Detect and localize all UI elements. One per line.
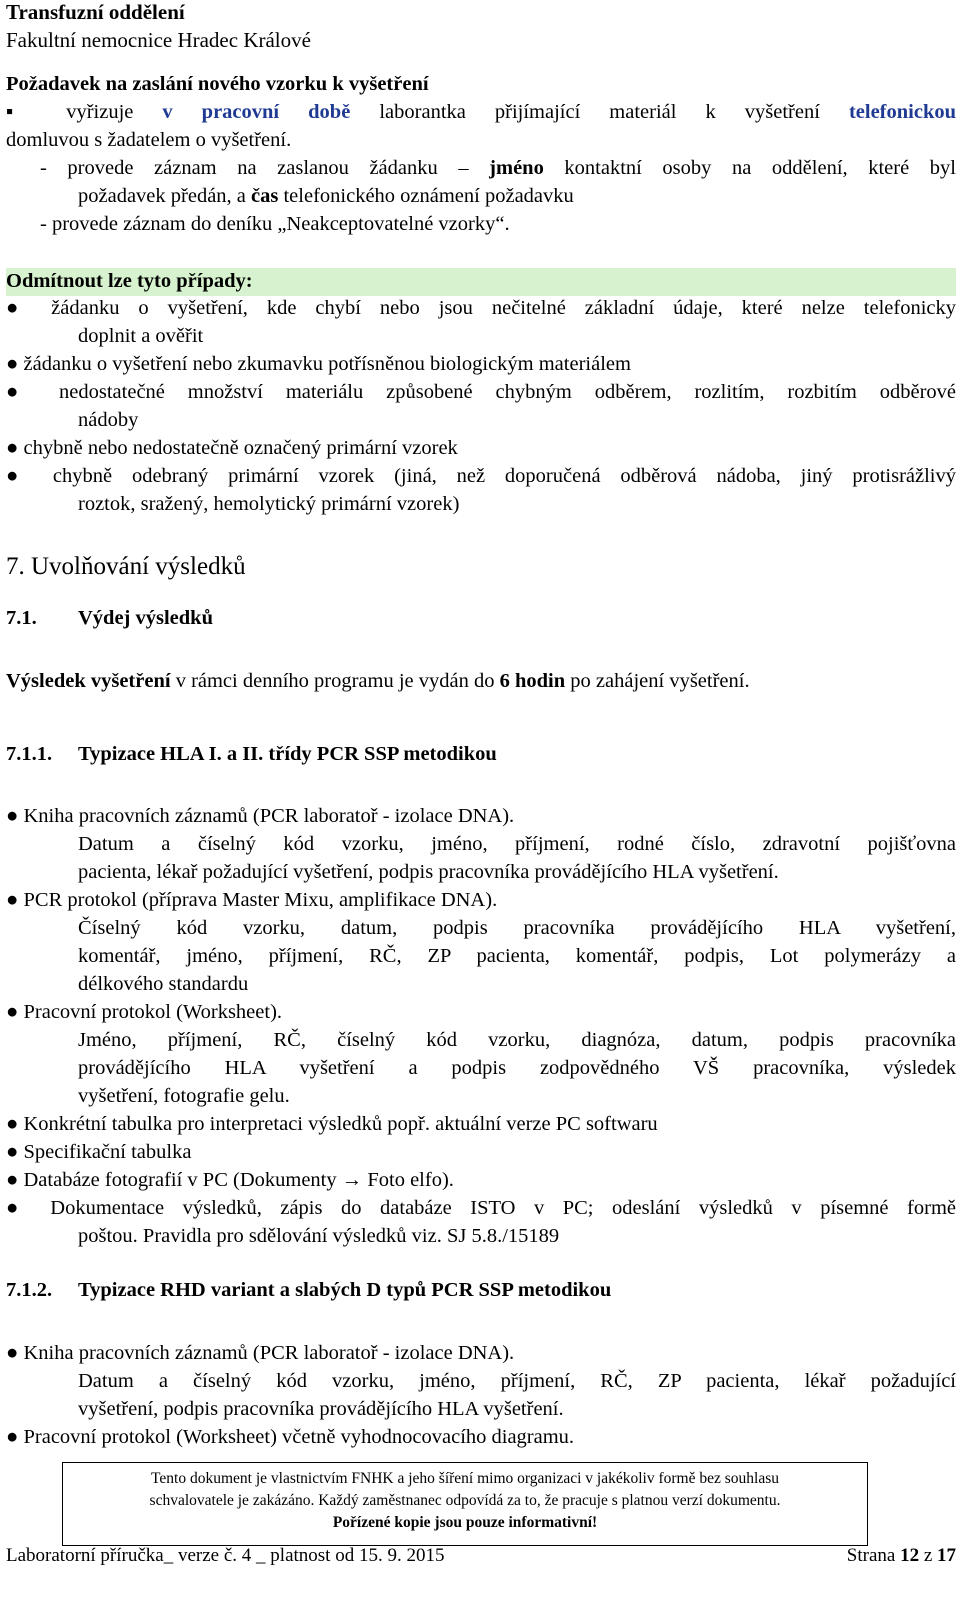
hla-item-7: ● Dokumentace výsledků, zápis do databáze ISTO v PC; odeslání výsledků v písemné formě [6,1197,956,1219]
ownership-notice-line-3: Pořízené kopie jsou pouze informativní! [332,1514,598,1531]
telephone-highlight: telefonickou [848,101,956,123]
result-text-end: po zahájení vyšetření. [565,670,750,692]
request-bullet-continuation: domluvou s žadatelem o vyšetření. [6,129,292,151]
ownership-notice-line-2: schvalovatele je zakázáno. Každý zaměstnanec odpovídá za to, že pracuje s platnou verzí dokumentu. [149,1492,781,1509]
hla-item-2-desc-3: délkového standardu [78,973,249,995]
hla-item-3-desc-2: provádějícího HLA vyšetření a podpis zodpovědného VŠ pracovníka, výsledek [78,1057,956,1079]
hla-item-3: ● Pracovní protokol (Worksheet). [6,1001,283,1023]
page-number [847,1545,956,1567]
request-dash-1-continuation [78,185,574,208]
ownership-notice-line-1: Tento dokument je vlastnictvím FNHK a jeho šíření mimo organizaci v jakékoliv formě bez souhlasu [151,1470,779,1487]
ownership-notice-box [62,1462,868,1546]
rhd-item-1: ● Kniha pracovních záznamů (PCR laboratoř - izolace DNA). [6,1342,515,1364]
hla-item-1-desc-2: pacienta, lékař požadující vyšetření, podpis pracovníka provádějícího HLA vyšetření. [78,861,779,883]
section-title: Typizace RHD variant a slabých D typů PCR SSP metodikou [78,1279,612,1301]
hospital-name: Fakultní nemocnice Hradec Králové [6,28,311,52]
request-bullet [6,101,956,124]
hla-item-4: ● Konkrétní tabulka pro interpretaci výsledků popř. aktuální verze PC softwaru [6,1113,658,1135]
page-label: Strana [846,1545,901,1566]
request-bullet-text-mid: laborantka přijímající materiál k vyšetření [379,101,820,123]
reject-item-1-cont: doplnit a ověřit [78,325,204,347]
document-version: Laboratorní příručka_ verze č. 4 _ platnost od 15. 9. 2015 [6,1545,445,1566]
hla-item-3-desc-1: Jméno, příjmení, RČ, číselný kód vzorku, diagnóza, datum, podpis pracovníka [78,1029,956,1051]
dash-1b-text-end: telefonického oznámení požadavku [278,185,574,207]
dash-1-text: - provede záznam na zaslanou žádanku – [40,157,490,179]
dash-1b-text: požadavek předán, a [78,185,252,207]
reject-section-title: Odmítnout lze tyto případy: [6,270,253,292]
reject-item-2: ● žádanku o vyšetření nebo zkumavku potřísněnou biologickým materiálem [6,353,631,375]
result-text: v rámci denního programu je vydán do [170,670,500,692]
section-7-1-2-heading [6,1279,611,1302]
hla-item-7-desc: poštou. Pravidla pro sdělování výsledků viz. SJ 5.8./15189 [78,1225,560,1247]
working-hours-highlight: v pracovní době [162,101,351,123]
reject-item-5-cont: roztok, sražený, hemolytický primární vzorek) [78,493,460,515]
total-pages: 17 [937,1545,956,1566]
section-title: Výdej výsledků [78,607,213,629]
section-7-heading: 7. Uvolňování výsledků [6,553,246,580]
reject-item-4: ● chybně nebo nedostatečně označený primární vzorek [6,437,458,459]
section-number: 7.1.2. [6,1279,53,1301]
section-number: 7.1. [6,607,37,629]
request-dash-2: - provede záznam do deníku „Neakceptovatelné vzorky“. [40,213,510,235]
page-footer [6,1545,956,1567]
dash-1-text-end: kontaktní osoby na oddělení, které byl [543,157,956,179]
hla-item-2: ● PCR protokol (příprava Master Mixu, amplifikace DNA). [6,889,498,911]
section-number: 7.1.1. [6,743,53,765]
hla-item-1-desc-1: Datum a číselný kód vzorku, jméno, příjmení, rodné číslo, zdravotní pojišťovna [78,833,956,855]
rhd-item-1-desc-2: vyšetření, podpis pracovníka provádějícího HLA vyšetření. [78,1398,564,1420]
hla-item-5: ● Specifikační tabulka [6,1141,192,1163]
rhd-item-2: ● Pracovní protokol (Worksheet) včetně vyhodnocovacího diagramu. [6,1426,575,1448]
reject-item-3: ● nedostatečné množství materiálu způsobené chybným odběrem, rozlitím, rozbitím odběrové [6,381,956,403]
reject-item-1: ● žádanku o vyšetření, kde chybí nebo jsou nečitelné základní údaje, které nelze telefonicky [6,297,956,319]
request-section-title: Požadavek na zaslání nového vzorku k vyšetření [6,73,429,95]
dash-1-bold-name: jméno [489,157,544,179]
hla-item-1: ● Kniha pracovních záznamů (PCR laboratoř - izolace DNA). [6,805,515,827]
dash-1b-bold-time: čas [251,185,279,207]
section-7-1-heading [6,607,213,630]
page-separator: z [919,1545,937,1566]
hla-item-2-desc-1: Číselný kód vzorku, datum, podpis pracovníka provádějícího HLA vyšetření, [78,917,956,939]
section-title: Typizace HLA I. a II. třídy PCR SSP metodikou [78,743,497,765]
result-bold-hours: 6 hodin [499,670,566,692]
rhd-item-1-desc-1: Datum a číselný kód vzorku, jméno, příjmení, RČ, ZP pacienta, lékař požadující [78,1370,956,1392]
request-bullet-text: ▪ vyřizuje [6,101,134,123]
reject-item-5: ● chybně odebraný primární vzorek (jiná, než doporučená odběrová nádoba, jiný protisrážlivý [6,465,956,487]
result-statement [6,670,750,693]
current-page: 12 [900,1545,920,1566]
section-7-1-1-heading [6,743,497,766]
request-dash-1 [40,157,956,180]
reject-item-3-cont: nádoby [78,409,139,431]
hla-item-2-desc-2: komentář, jméno, příjmení, RČ, ZP pacienta, komentář, podpis, Lot polymerázy a [78,945,956,967]
hla-item-6: ● Databáze fotografií v PC (Dokumenty → Foto elfo). [6,1169,454,1191]
hla-item-3-desc-3: vyšetření, fotografie gelu. [78,1085,290,1107]
result-bold-1: Výsledek vyšetření [6,670,171,692]
department-title: Transfuzní oddělení [6,0,185,24]
